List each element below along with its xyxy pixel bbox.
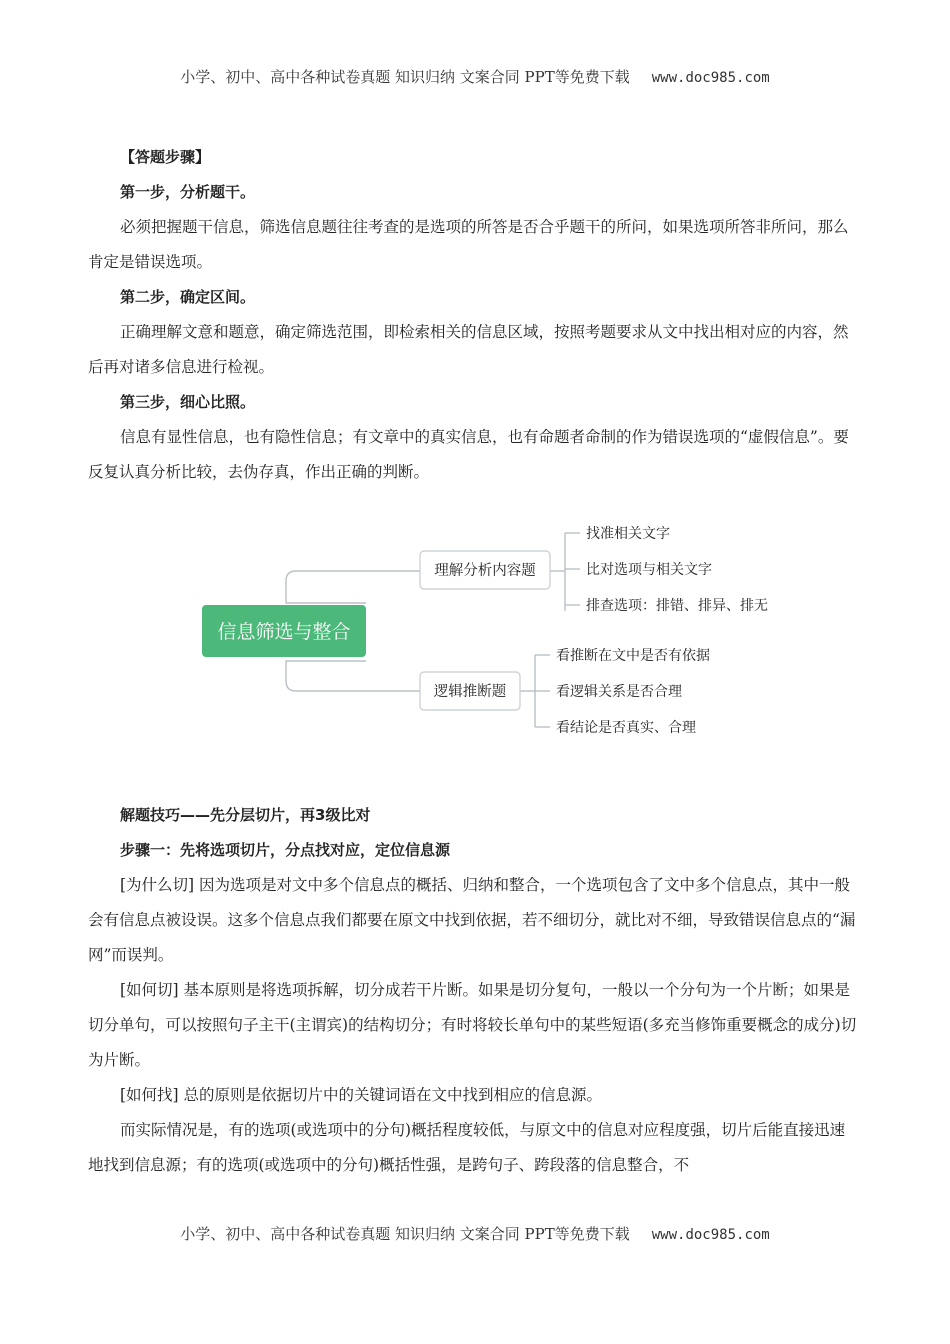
why-cut-paragraph	[88, 868, 858, 973]
answer-steps	[88, 140, 858, 490]
step1-body: 必须把握题干信息，筛选信息题往往考查的是选项的所答是否合乎题干的所问，如果选项所答非所问，那么肯定是错误选项。	[88, 218, 849, 271]
how-find-paragraph	[88, 1078, 858, 1113]
mindmap-leaf-2-3: 看结论是否真实、合理	[556, 720, 696, 736]
mindmap-leaf-2-1: 看推断在文中是否有依据	[556, 648, 710, 664]
step3-title: 第三步，细心比照。	[120, 393, 256, 411]
mindmap-root: 信息筛选与整合	[217, 621, 351, 643]
footer-text: 小学、初中、高中各种试卷真题 知识归纳 文案合同 PPT等免费下载	[180, 1225, 630, 1243]
page-footer	[0, 1223, 950, 1244]
step2-title: 第二步，确定区间。	[120, 288, 256, 306]
how-find-label: [如何找]	[120, 1086, 179, 1104]
tips-title: 解题技巧——先分层切片，再3级比对	[120, 806, 371, 824]
footer-site: www.doc985.com	[651, 1227, 770, 1243]
step2-body: 正确理解文意和题意，确定筛选范围，即检索相关的信息区域，按照考题要求从文中找出相对应的内容，然后再对诸多信息进行检视。	[88, 323, 849, 376]
how-cut-body: 基本原则是将选项拆解，切分成若干片断。如果是切分复句，一般以一个分句为一个片断；如果是切分单句，可以按照句子主干(主谓宾)的结构切分；有时将较长单句中的某些短语(多充当修饰重要概念的成分)切为片断。	[88, 981, 857, 1069]
solving-tips	[88, 798, 858, 1183]
mindmap-branch2: 逻辑推断题	[433, 684, 507, 700]
actual-situation-paragraph: 而实际情况是，有的选项(或选项中的分句)概括程度较低，与原文中的信息对应程度强，切片后能直接迅速地找到信息源；有的选项(或选项中的分句)概括性强，是跨句子、跨段落的信息整合，不	[88, 1121, 846, 1174]
mindmap-branch1: 理解分析内容题	[434, 563, 536, 579]
header-text: 小学、初中、高中各种试卷真题 知识归纳 文案合同 PPT等免费下载	[180, 68, 630, 86]
steps-heading: 【答题步骤】	[120, 148, 211, 166]
step3-body: 信息有显性信息，也有隐性信息；有文章中的真实信息，也有命题者命制的作为错误选项的“虚假信息”。要反复认真分析比较，去伪存真，作出正确的判断。	[88, 428, 849, 481]
mind-map	[0, 505, 950, 760]
page-header	[0, 66, 950, 87]
mindmap-leaf-1-1: 找准相关文字	[586, 526, 670, 542]
mindmap-leaf-2-2: 看逻辑关系是否合理	[556, 684, 682, 700]
header-site: www.doc985.com	[651, 70, 770, 86]
tips-step1-title: 步骤一：先将选项切片，分点找对应，定位信息源	[120, 841, 451, 859]
why-cut-label: [为什么切]	[120, 876, 195, 894]
how-cut-label: [如何切]	[120, 981, 179, 999]
why-cut-body: 因为选项是对文中多个信息点的概括、归纳和整合，一个选项包含了文中多个信息点，其中一般会有信息点被设误。这多个信息点我们都要在原文中找到依据，若不细切分，就比对不细，导致错误信息点的“漏网”而误判。	[88, 876, 856, 964]
mindmap-leaf-1-2: 比对选项与相关文字	[586, 562, 712, 578]
step1-title: 第一步，分析题干。	[120, 183, 256, 201]
how-cut-paragraph	[88, 973, 858, 1078]
how-find-body: 总的原则是依据切片中的关键词语在文中找到相应的信息源。	[183, 1086, 603, 1104]
mindmap-leaf-1-3: 排查选项：排错、排异、排无	[586, 598, 768, 614]
